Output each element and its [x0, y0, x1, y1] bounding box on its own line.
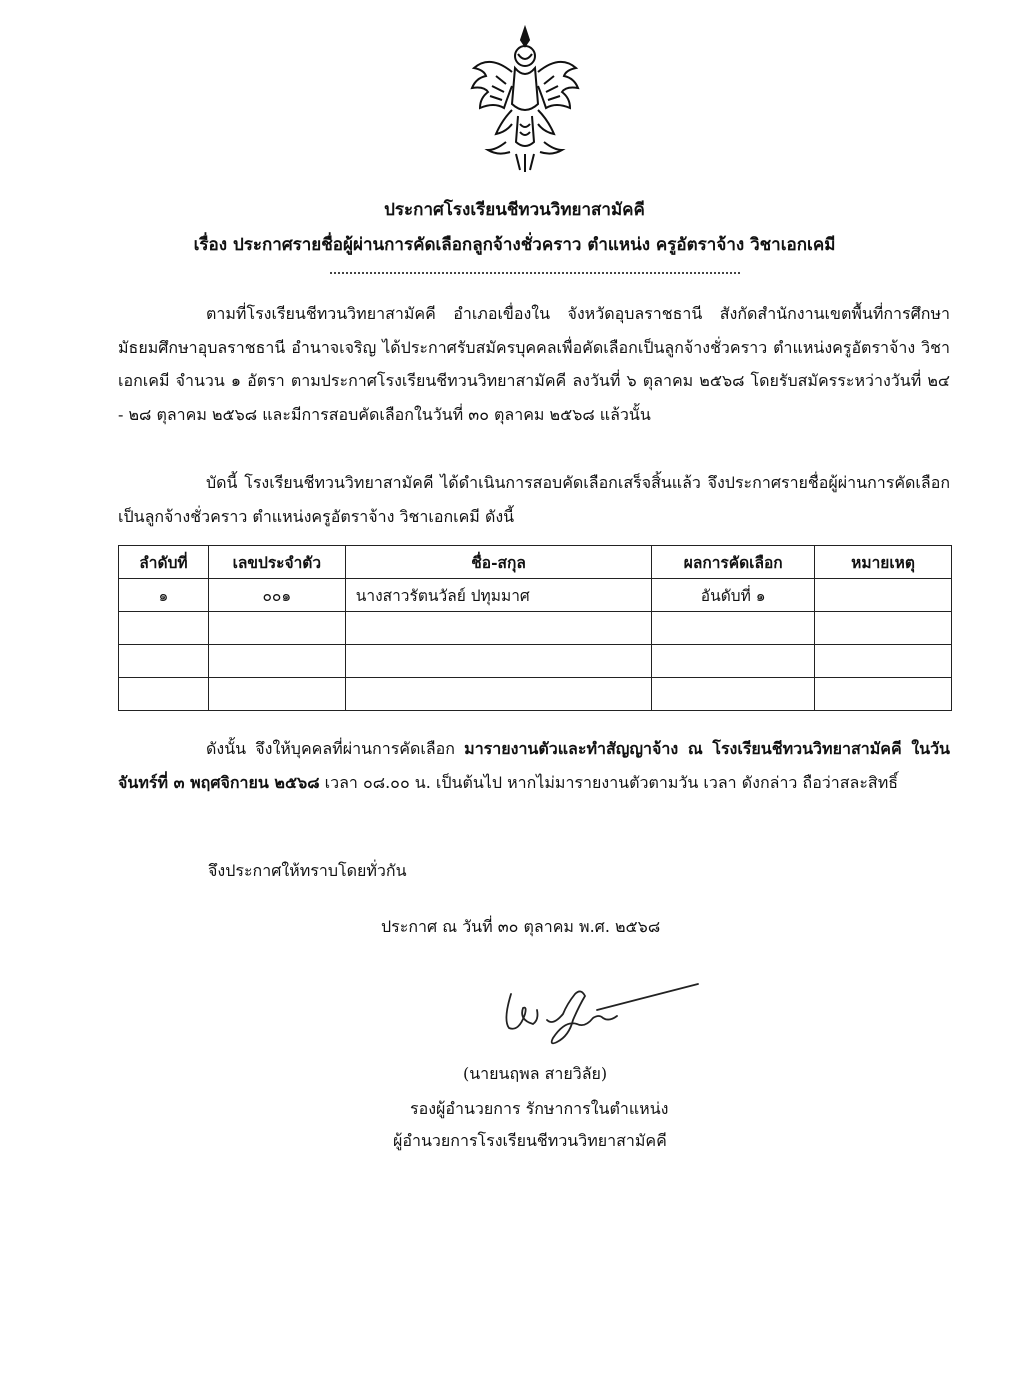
header-name: ชื่อ-สกุล — [345, 546, 652, 579]
cell-order: ๑ — [119, 579, 209, 612]
cell-remark — [815, 612, 952, 645]
report-instruction-bold: มารายงานตัวและทำสัญญาจ้าง ณ โรงเรียนชีทวนวิทยาสามัคคี ในวันจันทร์ที่ ๓ พฤศจิกายน ๒๕๖๘ — [118, 739, 950, 792]
cell-name: นางสาวรัตนวัลย์ ปทุมมาศ — [345, 579, 652, 612]
header-id: เลขประจำตัว — [208, 546, 345, 579]
report-instruction-start: ดังนั้น จึงให้บุคคลที่ผ่านการคัดเลือก — [206, 739, 455, 758]
announcement-date: ประกาศ ณ วันที่ ๓๐ ตุลาคม พ.ศ. ๒๕๖๘ — [381, 917, 661, 936]
cell-order — [119, 678, 209, 711]
table-row — [119, 579, 952, 612]
signer-position-acting: รองผู้อำนวยการ รักษาการในตำแหน่ง — [410, 1099, 669, 1118]
cell-id — [208, 645, 345, 678]
signer-position-director: ผู้อำนวยการโรงเรียนชีทวนวิทยาสามัคคี — [393, 1131, 667, 1150]
table-header-row — [119, 546, 952, 579]
cell-result — [652, 645, 815, 678]
cell-remark — [815, 645, 952, 678]
closing-announce: จึงประกาศให้ทราบโดยทั่วกัน — [208, 861, 407, 880]
garuda-emblem-icon — [466, 24, 584, 174]
cell-name — [345, 645, 652, 678]
header-result: ผลการคัดเลือก — [652, 546, 815, 579]
paragraph-background — [118, 297, 950, 431]
header-remark: หมายเหตุ — [815, 546, 952, 579]
header-order: ลำดับที่ — [119, 546, 209, 579]
cell-remark — [815, 678, 952, 711]
table-row — [119, 612, 952, 645]
announcement-title: ประกาศโรงเรียนชีทวนวิทยาสามัคคี — [384, 200, 645, 220]
cell-name — [345, 612, 652, 645]
cell-id: ๐๐๑ — [208, 579, 345, 612]
table-row — [119, 645, 952, 678]
cell-result — [652, 612, 815, 645]
signer-name: (นายนฤพล สายวิลัย) — [463, 1064, 608, 1083]
results-table — [118, 545, 952, 711]
paragraph-result-intro — [118, 466, 950, 533]
report-instruction-end: เวลา ๐๘.๐๐ น. เป็นต้นไป หากไม่มารายงานตัวตามวัน เวลา ดังกล่าว ถือว่าสละสิทธิ์ — [324, 772, 899, 792]
cell-order — [119, 612, 209, 645]
cell-remark — [815, 579, 952, 612]
signature-image — [493, 980, 703, 1050]
dotted-divider — [330, 272, 740, 274]
cell-id — [208, 678, 345, 711]
cell-order — [119, 645, 209, 678]
paragraph-background-text: ตามที่โรงเรียนชีทวนวิทยาสามัคคี อำเภอเขื่องใน จังหวัดอุบลราชธานี สังกัดสำนักงานเขตพื้นที่การศึกษามัธยมศึกษาอุบลราชธานี อำนาจเจริญ ได้ประกาศรับสมัครบุคคลเพื่อคัดเลือกเป็นลูกจ้างชั่วคราว ตำแหน่งครูอัตราจ้าง วิชาเอกเคมี จำนวน ๑ อัตรา ตามประกาศโรงเรียนชีทวนวิทยาสามัคคี ลงวันที่ ๖ ตุลาคม ๒๕๖๘ โดยรับสมัครระหว่างวันที่ ๒๔ - ๒๘ ตุลาคม ๒๕๖๘ และมีการสอบคัดเลือกในวันที่ ๓๐ ตุลาคม ๒๕๖๘ แล้วนั้น — [118, 304, 951, 424]
paragraph-report-instruction — [118, 732, 950, 799]
paragraph-result-intro-text: บัดนี้ โรงเรียนชีทวนวิทยาสามัคคี ได้ดำเนินการสอบคัดเลือกเสร็จสิ้นแล้ว จึงประกาศรายชื่อผู้ผ่านการคัดเลือกเป็นลูกจ้างชั่วคราว ตำแหน่งครูอัตราจ้าง วิชาเอกเคมี ดังนี้ — [118, 473, 950, 526]
announcement-subject: เรื่อง ประกาศรายชื่อผู้ผ่านการคัดเลือกลูกจ้างชั่วคราว ตำแหน่ง ครูอัตราจ้าง วิชาเอกเคมี — [193, 235, 836, 255]
cell-result — [652, 678, 815, 711]
cell-result: อันดับที่ ๑ — [652, 579, 815, 612]
cell-name — [345, 678, 652, 711]
table-row — [119, 678, 952, 711]
cell-id — [208, 612, 345, 645]
